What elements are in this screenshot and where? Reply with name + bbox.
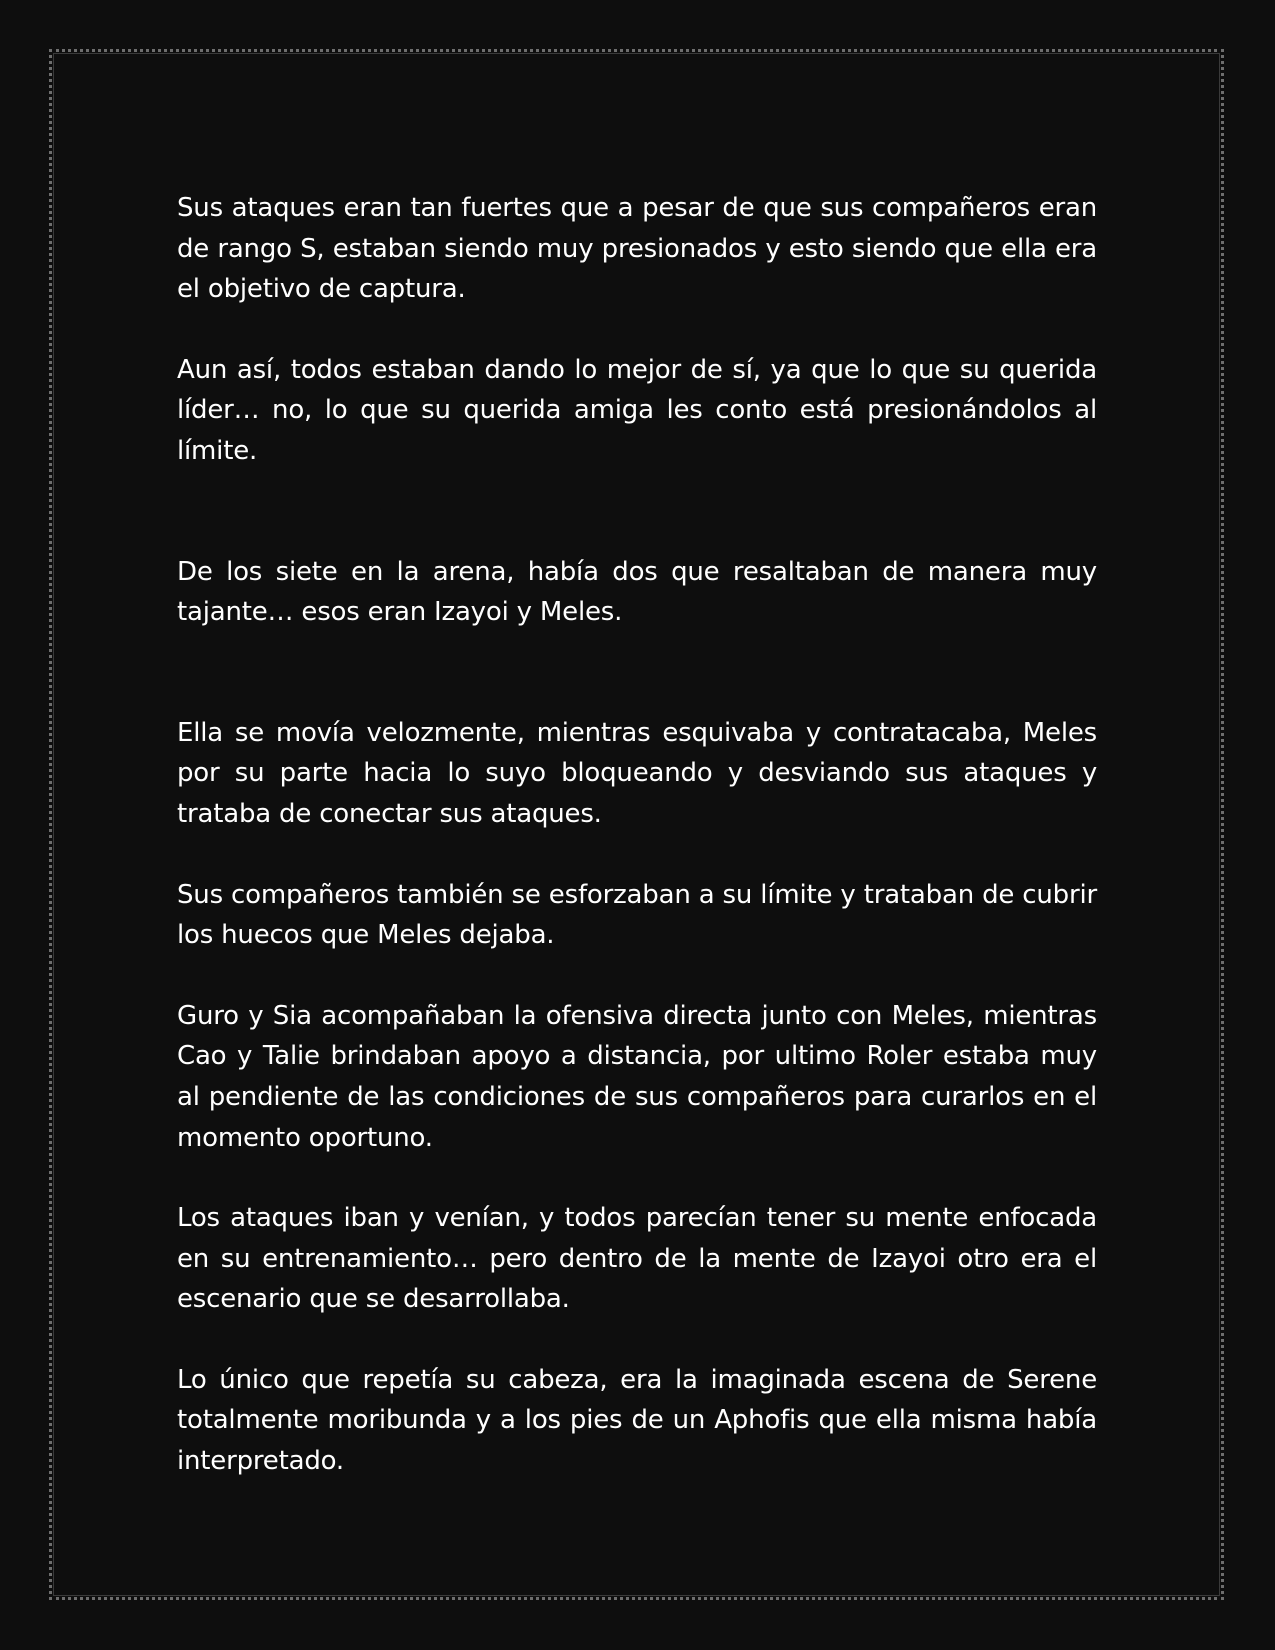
paragraph-2: Aun así, todos estaban dando lo mejor de sí, ya que lo que su querida líder… no, lo que su querida amiga les conto está presionándolos al límite. [177,354,1097,466]
paragraph-spacer [177,310,1097,350]
paragraph-3: De los siete en la arena, había dos que resaltaban de manera muy tajante… esos eran Izayoi y Meles. [177,556,1097,628]
paragraph-spacer [177,835,1097,875]
paragraph-7: Los ataques iban y venían, y todos parecían tener su mente enfocada en su entrenamiento… pero dentro de la mente de Izayoi otro era el escenario que se desarrollaba. [177,1203,1097,1315]
paragraph-spacer [177,956,1097,996]
paragraph-spacer [177,1320,1097,1360]
paragraph-1: Sus ataques eran tan fuertes que a pesar de que sus compañeros eran de rango S, estaban siendo muy presionados y esto siendo que ella era el objetivo de captura. [177,193,1097,305]
paragraph-6: Guro y Sia acompañaban la ofensiva directa junto con Meles, mientras Cao y Talie brindaban apoyo a distancia, por ultimo Roler estaba muy al pendiente de las condiciones de sus compañeros para curarlos en el momento oportuno. [177,1000,1097,1153]
paragraph-spacer [177,1158,1097,1198]
paragraph-spacer [177,633,1097,713]
paragraph-8: Lo único que repetía su cabeza, era la imaginada escena de Serene totalmente moribunda y a los pies de un Aphofis que ella misma había interpretado. [177,1364,1097,1477]
paragraph-5: Sus compañeros también se esforzaban a su límite y trataban de cubrir los huecos que Meles dejaba. [177,879,1097,951]
paragraph-4: Ella se movía velozmente, mientras esquivaba y contratacaba, Meles por su parte hacia lo suyo bloqueando y desviando sus ataques y trataba de conectar sus ataques. [177,717,1097,829]
paragraph-spacer [177,472,1097,552]
document-body [177,188,1097,1482]
